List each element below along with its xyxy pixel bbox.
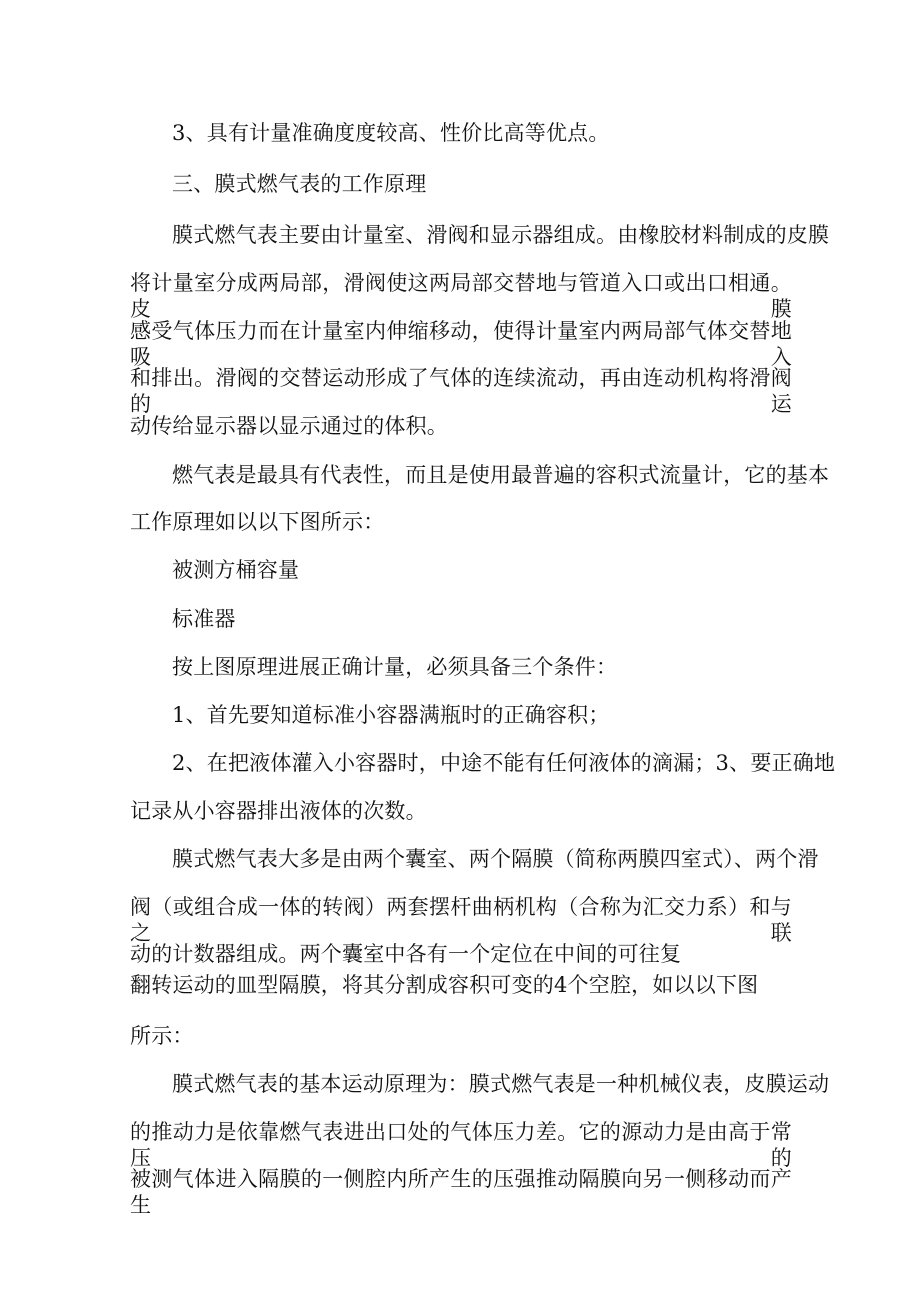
paragraph-line: 膜式燃气表的基本运动原理为：膜式燃气表是一种机械仪表，皮膜运动	[172, 1072, 830, 1096]
paragraph-line: 工作原理如以以下图所示：	[130, 510, 385, 534]
paragraph-line: 燃气表是最具有代表性，而且是使用最普遍的容积式流量计，它的基本	[172, 463, 830, 487]
paragraph-line: 翻转运动的皿型隔膜，将其分割成容积可变的4个空腔，如以以下图	[130, 973, 759, 997]
section-heading: 三、膜式燃气表的工作原理	[172, 172, 427, 196]
paragraph-line: 膜式燃气表主要由计量室、滑阀和显示器组成。由橡胶材料制成的皮膜	[172, 223, 830, 247]
paragraph-line: 将计量室分成两局部，滑阀使这两局部交替地与管道入口或出口相通。皮膜	[130, 271, 792, 321]
paragraph-line: 动的计数器组成。两个囊室中各有一个定位在中间的可往复	[130, 942, 682, 966]
list-item-1: 3、具有计量准确度度较高、性价比高等优点。	[172, 121, 610, 145]
paragraph-line: 动传给显示器以显示通过的体积。	[130, 414, 448, 438]
paragraph-line: 按上图原理进展正确计量，必须具备三个条件：	[172, 655, 618, 679]
paragraph-line: 的推动力是依靠燃气表进出口处的气体压力差。它的源动力是由高于常压的	[130, 1120, 792, 1170]
paragraph-line: 和排出。滑阀的交替运动形成了气体的连续流动，再由连动机构将滑阀的运	[130, 366, 792, 416]
paragraph-line: 所示：	[130, 1024, 194, 1048]
paragraph-line: 膜式燃气表大多是由两个囊室、两个隔膜（简称两膜四室式）、两个滑	[172, 847, 819, 871]
figure-label: 被测方桶容量	[172, 558, 300, 582]
list-item-1: 1、首先要知道标准小容器满瓶时的正确容积；	[172, 703, 610, 727]
list-item-2: 2、在把液体灌入小容器时，中途不能有任何液体的滴漏；3、要正确地	[172, 751, 836, 775]
paragraph-line: 被测气体进入隔膜的一侧腔内所产生的压强推动隔膜向另一侧移动而产生	[130, 1167, 792, 1217]
figure-label: 标准器	[172, 607, 236, 631]
paragraph-line: 感受气体压力而在计量室内伸缩移动，使得计量室内两局部气体交替地吸入	[130, 319, 792, 369]
paragraph-line: 记录从小容器排出液体的次数。	[130, 799, 427, 823]
paragraph-line: 阀（或组合成一体的转阀）两套摆杆曲柄机构（合称为汇交力系）和与之联	[130, 895, 792, 945]
